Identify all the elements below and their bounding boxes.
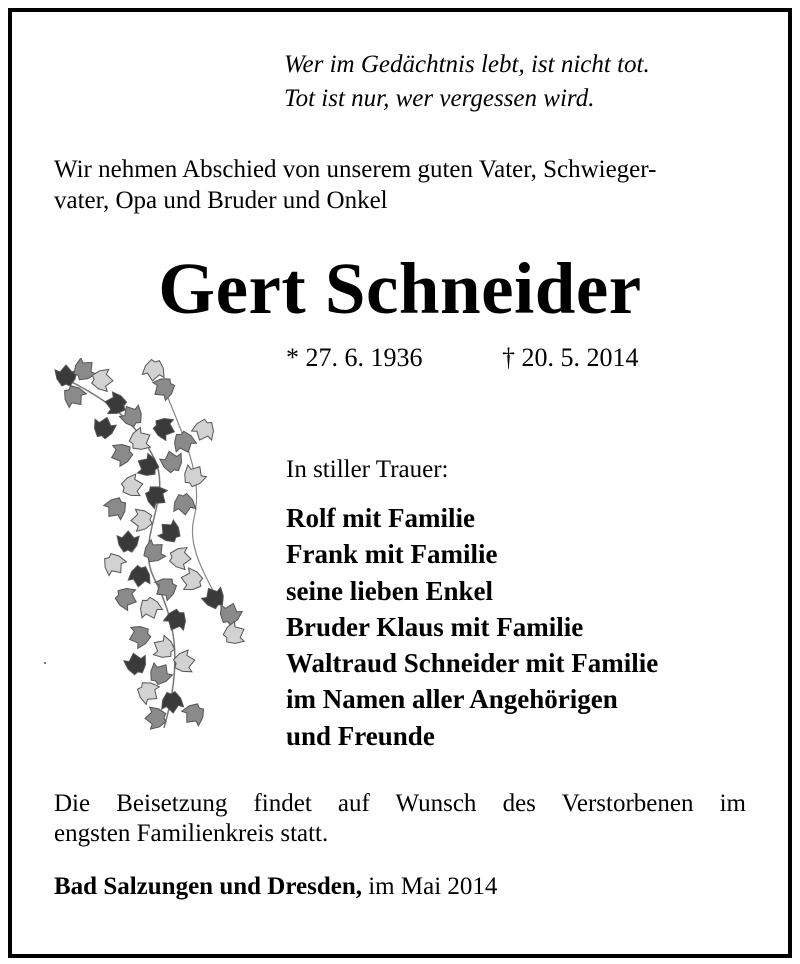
intro-line-2: vater, Opa und Bruder und Onkel: [54, 187, 388, 214]
ivy-leaf: [99, 549, 129, 579]
mourner-line: Waltraud Schneider mit Familie: [286, 648, 659, 679]
ivy-leaf: [161, 606, 190, 634]
mourner-line: im Namen aller Angehörigen: [286, 684, 618, 715]
ivy-leaf: [91, 368, 113, 391]
ivy-leaf: [117, 531, 139, 552]
motto-line-1: Wer im Gedächtnis lebt, ist nicht tot.: [284, 51, 650, 78]
ivy-leaf: [91, 414, 118, 440]
death-date: † 20. 5. 2014: [502, 343, 639, 372]
motto-line-2: Tot ist nur, wer vergessen wird.: [284, 85, 595, 112]
ivy-leaf: [120, 473, 145, 499]
ivy-leaf: [127, 564, 152, 588]
ivy-leaf: [113, 584, 140, 612]
signoff-date: im Mai 2014: [361, 873, 498, 900]
life-dates: [286, 341, 639, 375]
ivy-leaf: [123, 651, 149, 677]
ivy-leaf: [170, 428, 198, 456]
ivy-leaf: [151, 414, 178, 442]
mourner-line: Bruder Klaus mit Familie: [286, 611, 584, 642]
funeral-notice-line-1: Die Beisetzung findet auf Wunsch des Verstorbenen im: [54, 790, 746, 817]
signoff-place: Bad Salzungen und Dresden,: [54, 873, 362, 900]
mourning-label: In stiller Trauer:: [286, 456, 449, 483]
ivy-leaf: [136, 595, 164, 623]
print-speck: [44, 662, 46, 664]
intro-line-1: Wir nehmen Abschied von unserem guten Vater, Schwieger-: [54, 156, 657, 183]
deceased-name: Gert Schneider: [158, 248, 642, 329]
ivy-leaves-icon: [44, 358, 254, 738]
ivy-leaf: [139, 536, 169, 566]
ivy-leaf: [154, 516, 184, 546]
mourner-line: Rolf mit Familie: [286, 503, 475, 533]
ivy-leaf: [160, 691, 184, 714]
birth-date: * 27. 6. 1936: [286, 343, 423, 372]
ivy-leaf: [159, 449, 186, 475]
ivy-leaf: [179, 567, 204, 593]
memorial-motto: [284, 48, 650, 116]
ivy-leaf: [172, 493, 196, 517]
funeral-notice-line-2: engsten Familienkreis statt.: [54, 820, 329, 847]
signoff: [54, 870, 497, 904]
ivy-leaf: [133, 451, 162, 480]
ivy-leaf: [179, 461, 209, 490]
mourner-line: Frank mit Familie: [286, 539, 498, 570]
ivy-leaf: [145, 707, 167, 730]
ivy-leaf: [151, 573, 181, 603]
ivy-leaf: [220, 619, 249, 648]
ivy-leaf: [59, 381, 89, 411]
ivy-leaf: [169, 546, 192, 570]
ivy-leaf: [126, 622, 153, 649]
ivy-leaf: [101, 493, 131, 523]
ivy-leaf: [172, 649, 197, 674]
mourner-line: seine lieben Enkel: [286, 575, 494, 606]
ivy-leaf: [130, 508, 152, 531]
ivy-leaf: [103, 391, 128, 417]
mourners-list: [286, 500, 658, 754]
farewell-intro: [54, 154, 754, 216]
mourner-line: und Freunde: [286, 720, 435, 751]
ivy-leaf: [108, 440, 135, 468]
